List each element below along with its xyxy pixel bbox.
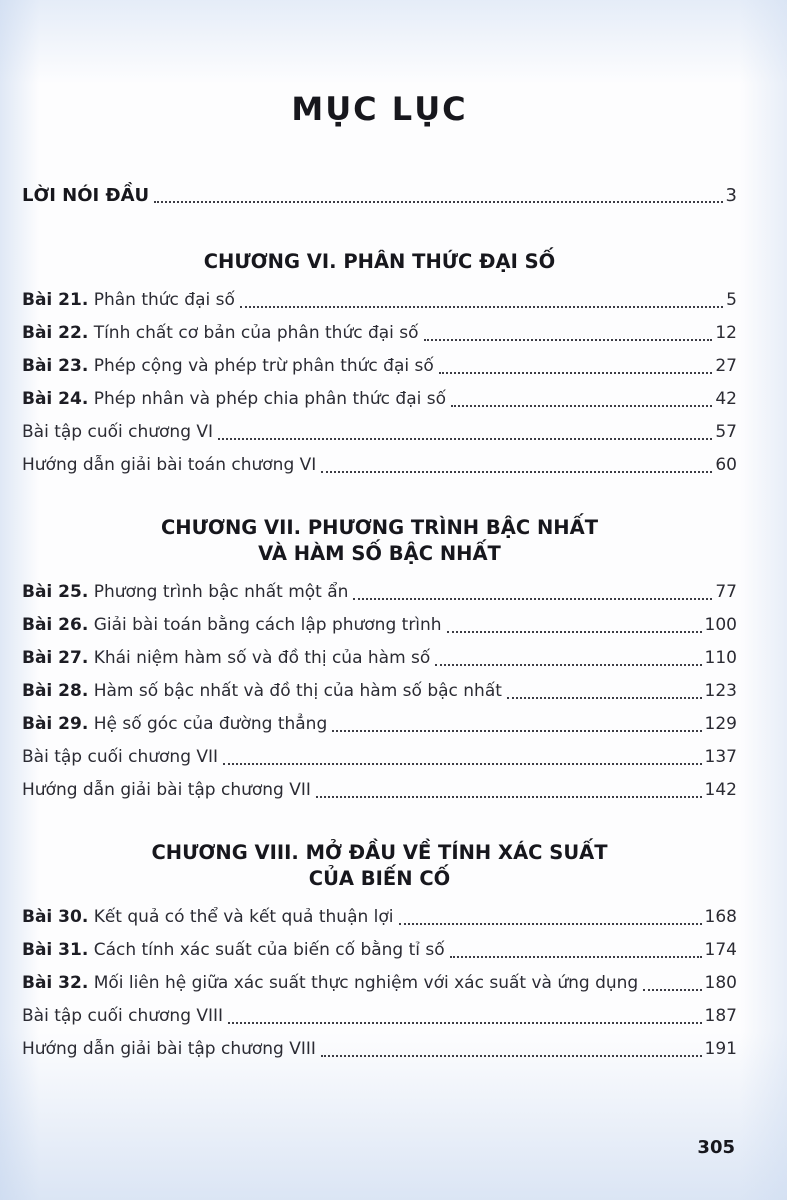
entry-page-number: 168	[704, 907, 737, 927]
preface-label: LỜI NÓI ĐẦU	[22, 185, 150, 206]
preface-page-number: 3	[725, 185, 737, 206]
dot-leader	[447, 631, 702, 633]
dot-leader	[399, 923, 702, 925]
entry-page-number: 129	[704, 714, 737, 734]
toc-entry	[22, 647, 737, 670]
toc-entry	[22, 1038, 737, 1061]
dot-leader	[154, 201, 722, 203]
entry-page-number: 174	[704, 940, 737, 960]
entry-number: Bài 29.	[22, 714, 89, 734]
toc-entry	[22, 421, 737, 444]
entry-label	[22, 1005, 223, 1028]
toc-entry	[22, 289, 737, 312]
entry-page-number: 191	[704, 1039, 737, 1059]
toc-entry	[22, 779, 737, 802]
entry-label	[22, 746, 218, 769]
entry-page-number: 142	[704, 780, 737, 800]
entry-label	[22, 614, 442, 637]
entry-page-number: 12	[715, 323, 737, 343]
entry-page-number: 137	[704, 747, 737, 767]
entry-number: Bài 28.	[22, 681, 89, 701]
entry-title: Phép cộng và phép trừ phân thức đại số	[88, 356, 434, 376]
entry-label	[22, 779, 311, 802]
folio-number: 305	[697, 1137, 735, 1158]
dot-leader	[439, 372, 713, 374]
entry-page-number: 180	[704, 973, 737, 993]
entry-label	[22, 355, 434, 378]
entry-title: Kết quả có thể và kết quả thuận lợi	[88, 907, 394, 927]
entry-number: Bài 27.	[22, 648, 89, 668]
toc-entry	[22, 614, 737, 637]
dot-leader	[435, 664, 701, 666]
entry-number: Bài 31.	[22, 940, 89, 960]
entry-page-number: 42	[715, 389, 737, 409]
entry-title: Hệ số góc của đường thẳng	[88, 714, 328, 734]
entry-label	[22, 581, 348, 604]
entry-label	[22, 454, 316, 477]
toc-entry	[22, 454, 737, 477]
dot-leader	[240, 306, 723, 308]
entry-page-number: 57	[715, 422, 737, 442]
toc-entry	[22, 355, 737, 378]
toc-entry	[22, 1005, 737, 1028]
entry-label	[22, 680, 502, 703]
entry-title: Giải bài toán bằng cách lập phương trình	[88, 615, 442, 635]
chapter-heading-line: CHƯƠNG VII. PHƯƠNG TRÌNH BẬC NHẤT	[160, 516, 598, 539]
entry-title: Hướng dẫn giải bài tập chương VIII	[22, 1039, 316, 1059]
entry-page-number: 100	[704, 615, 737, 635]
entry-label	[22, 906, 394, 929]
dot-leader	[223, 763, 701, 765]
entry-page-number: 5	[726, 290, 737, 310]
dot-leader	[332, 730, 701, 732]
entry-label	[22, 289, 235, 312]
entry-title: Tính chất cơ bản của phân thức đại số	[88, 323, 419, 343]
entry-label	[22, 322, 419, 345]
entry-page-number: 60	[715, 455, 737, 475]
page-footer	[697, 1137, 735, 1158]
entry-title: Phân thức đại số	[88, 290, 235, 310]
preface-entry	[22, 184, 737, 207]
toc-entry	[22, 972, 737, 995]
dot-leader	[643, 989, 701, 991]
toc-entry	[22, 713, 737, 736]
dot-leader	[507, 697, 702, 699]
entry-label	[22, 647, 430, 670]
page-title: MỤC LỤC	[291, 90, 468, 128]
chapter-entries	[22, 581, 737, 802]
dot-leader	[218, 438, 712, 440]
entry-label	[22, 421, 213, 444]
entry-label	[22, 939, 445, 962]
entry-title: Hướng dẫn giải bài toán chương VI	[22, 455, 317, 475]
entry-label	[22, 388, 446, 411]
chapter-entries	[22, 289, 737, 477]
chapter-heading	[22, 515, 737, 567]
chapter-section	[22, 840, 737, 1061]
entry-label	[22, 713, 327, 736]
entry-title: Bài tập cuối chương VI	[22, 422, 214, 442]
chapters-container	[22, 249, 737, 1061]
toc-entry	[22, 322, 737, 345]
entry-number: Bài 30.	[22, 907, 89, 927]
dot-leader	[321, 471, 712, 473]
entry-number: Bài 32.	[22, 973, 89, 993]
chapter-heading-line: VÀ HÀM SỐ BẬC NHẤT	[258, 542, 501, 565]
dot-leader	[450, 956, 702, 958]
chapter-heading	[22, 249, 737, 275]
entry-page-number: 77	[715, 582, 737, 602]
entry-label	[22, 1038, 316, 1061]
chapter-section	[22, 249, 737, 477]
toc-entry	[22, 680, 737, 703]
dot-leader	[424, 339, 713, 341]
chapter-heading-line: CỦA BIẾN CỐ	[308, 867, 451, 890]
entry-title: Bài tập cuối chương VII	[22, 747, 219, 767]
entry-title: Hướng dẫn giải bài tập chương VII	[22, 780, 311, 800]
chapter-heading	[22, 840, 737, 892]
entry-title: Bài tập cuối chương VIII	[22, 1006, 224, 1026]
entry-number: Bài 26.	[22, 615, 89, 635]
entry-title: Khái niệm hàm số và đồ thị của hàm số	[88, 648, 431, 668]
chapter-heading-line: CHƯƠNG VIII. MỞ ĐẦU VỀ TÍNH XÁC SUẤT	[151, 841, 608, 864]
dot-leader	[316, 796, 702, 798]
entry-title: Mối liên hệ giữa xác suất thực nghiệm với xác suất và ứng dụng	[88, 973, 639, 993]
dot-leader	[353, 598, 712, 600]
dot-leader	[228, 1022, 701, 1024]
chapter-entries	[22, 906, 737, 1061]
dot-leader	[321, 1055, 702, 1057]
entry-number: Bài 22.	[22, 323, 89, 343]
entry-number: Bài 21.	[22, 290, 89, 310]
entry-number: Bài 23.	[22, 356, 89, 376]
entry-number: Bài 24.	[22, 389, 89, 409]
toc-entry	[22, 581, 737, 604]
toc-entry	[22, 939, 737, 962]
entry-title: Hàm số bậc nhất và đồ thị của hàm số bậc nhất	[88, 681, 502, 701]
entry-title: Cách tính xác suất của biến cố bằng tỉ số	[88, 940, 445, 960]
entry-page-number: 27	[715, 356, 737, 376]
entry-label	[22, 972, 638, 995]
dot-leader	[451, 405, 712, 407]
entry-page-number: 110	[704, 648, 737, 668]
chapter-heading-line: CHƯƠNG VI. PHÂN THỨC ĐẠI SỐ	[203, 250, 556, 273]
entry-title: Phép nhân và phép chia phân thức đại số	[88, 389, 447, 409]
entry-page-number: 187	[704, 1006, 737, 1026]
entry-title: Phương trình bậc nhất một ẩn	[88, 582, 349, 602]
toc-entry	[22, 746, 737, 769]
entry-number: Bài 25.	[22, 582, 89, 602]
toc-entry	[22, 906, 737, 929]
chapter-section	[22, 515, 737, 802]
toc-entry	[22, 388, 737, 411]
entry-page-number: 123	[704, 681, 737, 701]
